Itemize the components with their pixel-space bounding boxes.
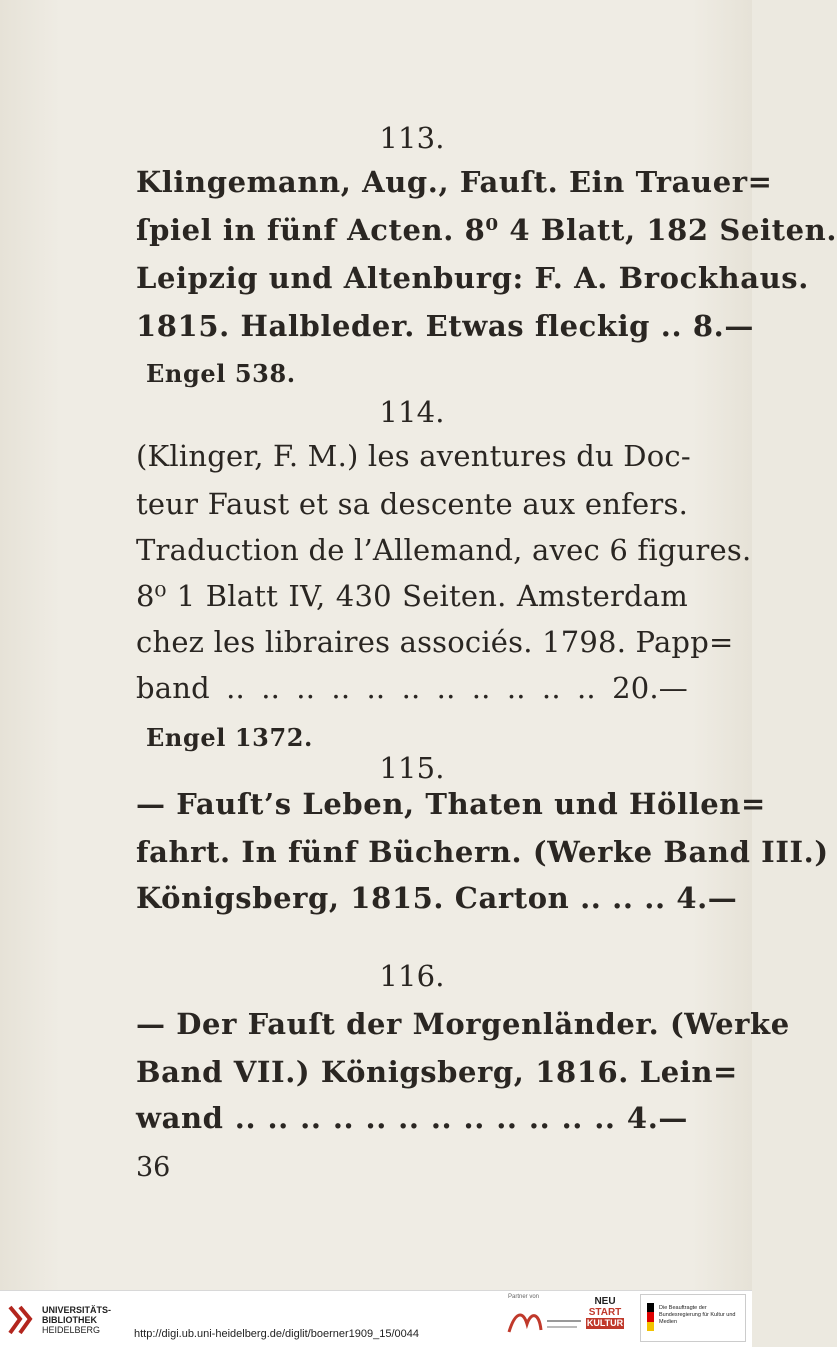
entry-114-line-2: teur Faust et sa descente aux enfers. <box>136 487 688 521</box>
entry-114-reference: Engel 1372. <box>146 723 314 752</box>
permalink-url[interactable]: http://digi.ub.uni-heidelberg.de/diglit/boerner1909_15/0044 <box>134 1328 419 1340</box>
bkm-text: Die Beauftragte der Bundesregierung für Kultur und Medien <box>659 1305 736 1325</box>
partner-label: Partner von <box>508 1294 540 1300</box>
entry-115-line-1: — Fauſt’s Leben, Thaten und Höllen= <box>136 787 766 821</box>
library-name-line-3: HEIDELBERG <box>42 1325 101 1335</box>
entry-113-line-1: Klingemann, Aug., Fauſt. Ein Trauer= <box>136 165 773 199</box>
library-crest-icon <box>8 1303 36 1337</box>
entry-113-line-4: 1815. Halbleder. Etwas fleckig .. 8.— <box>136 309 754 343</box>
entry-114-line-5: chez les libraires associés. 1798. Papp= <box>136 625 734 659</box>
neustart-line-1: NEU <box>594 1296 616 1307</box>
entry-113-line-3: Leipzig und Altenburg: F. A. Brockhaus. <box>136 261 809 295</box>
entry-113-line-2: ſpiel in fünf Acten. 8⁰ 4 Blatt, 182 Seiten. <box>136 213 837 247</box>
entry-116-line-1: — Der Fauſt der Morgenländer. (Werke <box>136 1007 790 1041</box>
neustart-line-3: KULTUR <box>586 1318 624 1328</box>
entry-116-line-2: Band VII.) Königsberg, 1816. Lein= <box>136 1055 738 1089</box>
bkm-logo[interactable] <box>640 1294 746 1342</box>
entry-number-114: 114. <box>379 395 445 429</box>
entry-number-116: 116. <box>379 959 445 993</box>
german-flag-icon <box>647 1303 654 1331</box>
entry-114-line-4: 8⁰ 1 Blatt IV, 430 Seiten. Amsterdam <box>136 579 688 613</box>
entry-113-reference: Engel 538. <box>146 359 296 388</box>
neustart-kultur-logo[interactable] <box>586 1296 624 1340</box>
entry-115-line-2: fahrt. In fünf Büchern. (Werke Band III.) <box>136 835 829 869</box>
entry-number-113: 113. <box>379 121 445 155</box>
entry-114-line-6: band .. .. .. .. .. .. .. .. .. .. .. 20.— <box>136 671 688 705</box>
partner-logo-icon[interactable] <box>505 1302 585 1342</box>
library-name-line-1: UNIVERSITÄTS- <box>42 1305 112 1315</box>
neustart-line-2: START <box>588 1307 622 1318</box>
library-name-line-2: BIBLIOTHEK <box>42 1315 97 1325</box>
entry-115-line-3: Königsberg, 1815. Carton .. .. .. 4.— <box>136 881 738 915</box>
entry-114-line-1: (Klinger, F. M.) les aventures du Doc- <box>136 439 691 473</box>
page-number: 36 <box>136 1152 171 1183</box>
entry-114-line-3: Traduction de l’Allemand, avec 6 figures. <box>136 533 752 567</box>
library-name <box>42 1305 111 1335</box>
entry-number-115: 115. <box>379 751 445 785</box>
library-logo-link[interactable] <box>8 1299 148 1341</box>
entry-116-line-3: wand .. .. .. .. .. .. .. .. .. .. .. .. 4.— <box>136 1101 688 1135</box>
